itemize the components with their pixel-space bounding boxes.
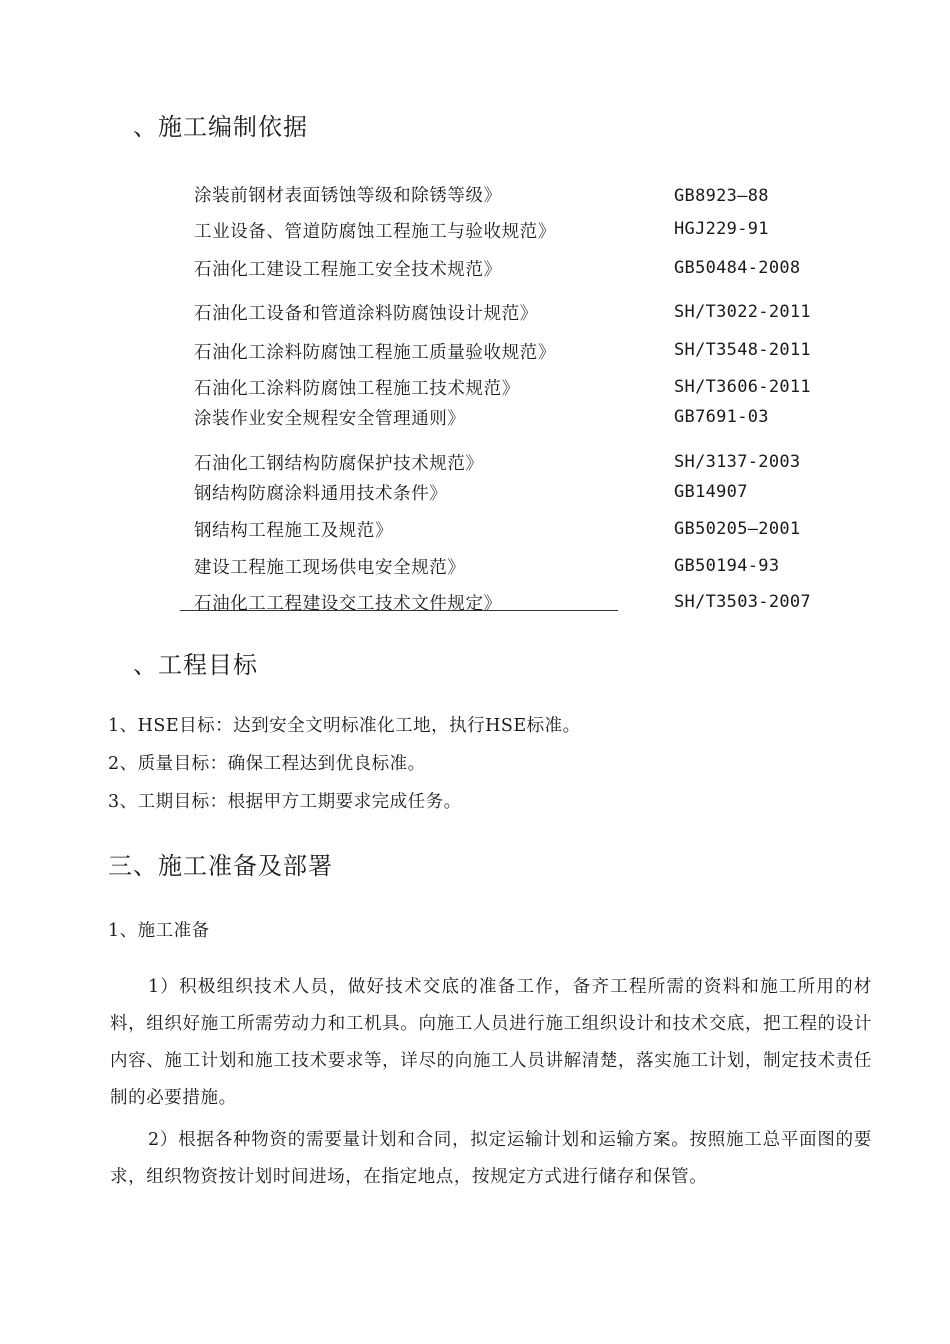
standard-name: 钢结构防腐涂料通用技术条件》 bbox=[194, 484, 448, 504]
standard-name: 石油化工钢结构防腐保护技术规范》 bbox=[194, 454, 484, 474]
paragraph bbox=[110, 969, 872, 1117]
goal-item: 1、HSE目标：达到安全文明标准化工地，执行HSE标准。 bbox=[108, 716, 581, 736]
standard-code: SH/T3548-2011 bbox=[674, 340, 811, 360]
standard-name: 涂装作业安全规程安全管理通则》 bbox=[194, 409, 466, 429]
section-title-basis: 、施工编制依据 bbox=[133, 113, 308, 141]
divider-line bbox=[180, 610, 618, 611]
standard-name: 石油化工建设工程施工安全技术规范》 bbox=[194, 260, 502, 280]
standard-name: 石油化工涂料防腐蚀工程施工技术规范》 bbox=[194, 379, 520, 399]
standard-code: GB7691-03 bbox=[674, 407, 769, 427]
section-title-preparation: 三、施工准备及部署 bbox=[108, 852, 333, 880]
standard-name: 石油化工工程建设交工技术文件规定》 bbox=[194, 594, 502, 614]
paragraph bbox=[110, 1122, 872, 1196]
goal-item: 2、质量目标：确保工程达到优良标准。 bbox=[108, 754, 426, 774]
goal-item: 3、工期目标：根据甲方工期要求完成任务。 bbox=[108, 792, 462, 812]
standard-code: SH/T3503-2007 bbox=[674, 592, 811, 612]
section-title-goals: 、工程目标 bbox=[133, 651, 258, 679]
standard-code: GB50484-2008 bbox=[674, 258, 801, 278]
standard-name: 涂装前钢材表面锈蚀等级和除锈等级》 bbox=[194, 186, 502, 206]
paragraph-text: 1）积极组织技术人员，做好技术交底的准备工作，备齐工程所需的资料和施工所用的材料，组织好施工所需劳动力和工机具。向施工人员进行施工组织设计和技术交底，把工程的设计内容、施工计划和施工技术要求等，详尽的向施工人员讲解清楚，落实施工计划，制定技术责任制的必要措施。 bbox=[110, 977, 872, 1108]
standard-code: GB50194-93 bbox=[674, 556, 780, 576]
standard-code: SH/T3022-2011 bbox=[674, 302, 811, 322]
standard-code: SH/T3606-2011 bbox=[674, 377, 811, 397]
standard-name: 石油化工设备和管道涂料防腐蚀设计规范》 bbox=[194, 304, 538, 324]
standard-name: 钢结构工程施工及规范》 bbox=[194, 521, 394, 541]
standard-code: HGJ229-91 bbox=[674, 219, 769, 239]
standard-code: GB50205—2001 bbox=[674, 519, 801, 539]
standard-code: GB8923—88 bbox=[674, 186, 769, 206]
subsection-title: 1、施工准备 bbox=[108, 921, 210, 941]
paragraph-text: 2）根据各种物资的需要量计划和合同，拟定运输计划和运输方案。按照施工总平面图的要求，组织物资按计划时间进场，在指定地点，按规定方式进行储存和保管。 bbox=[110, 1130, 872, 1187]
standard-name: 建设工程施工现场供电安全规范》 bbox=[194, 558, 466, 578]
standard-name: 石油化工涂料防腐蚀工程施工质量验收规范》 bbox=[194, 343, 556, 363]
standard-code: SH/3137-2003 bbox=[674, 452, 801, 472]
standard-code: GB14907 bbox=[674, 482, 748, 502]
standard-name: 工业设备、管道防腐蚀工程施工与验收规范》 bbox=[194, 222, 556, 242]
